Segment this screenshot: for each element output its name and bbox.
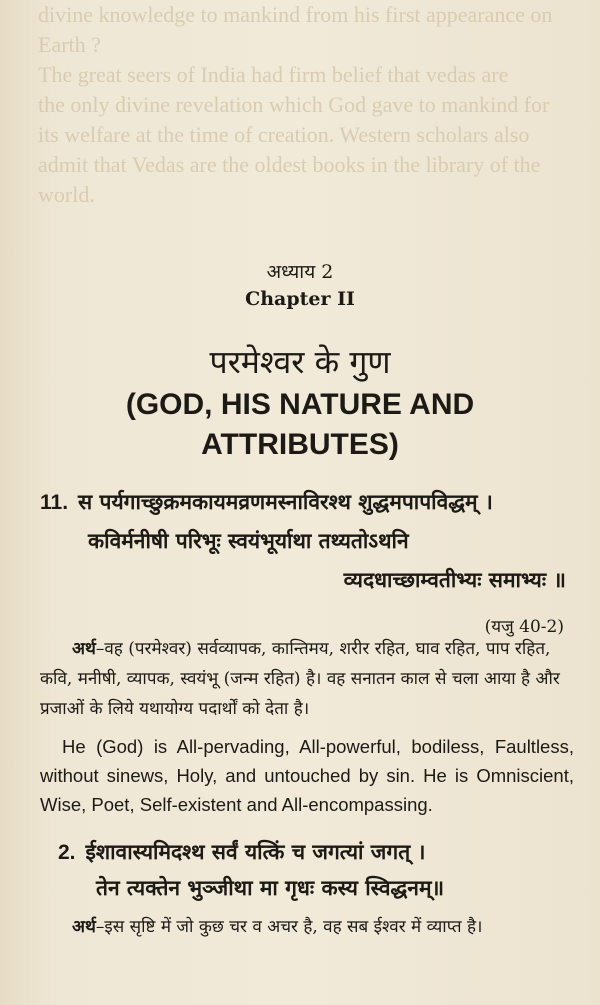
bleed-line: the only divine revelation which God gave to mankind for xyxy=(38,92,550,117)
meaning-label: अर्थ xyxy=(72,917,96,937)
chapter-title-english-line2: ATTRIBUTES) xyxy=(201,428,399,461)
verse1-meaning xyxy=(40,634,570,724)
verse1-line2: कविर्मनीषी परिभूः स्वयंभूर्याथा तथ्यतोऽथनि xyxy=(88,528,409,553)
verse1-line1-text: स पर्यगाच्छुक्रमकायमव्रणमस्नाविरश्थ शुद्धमपापविद्धम् । xyxy=(78,489,493,514)
verse1-reference: (यजु 40-2) xyxy=(484,617,564,637)
verse1-number: 11. xyxy=(40,491,69,514)
bleed-line: Earth ? xyxy=(38,32,101,57)
chapter-label-english: Chapter II xyxy=(245,288,355,310)
meaning-text: –इस सृष्टि में जो कुछ चर व अचर है, वह सब ईश्वर में व्याप्त है। xyxy=(95,917,483,937)
bleed-line: divine knowledge to mankind from his first appearance on xyxy=(38,2,553,27)
bleed-through-text xyxy=(38,0,578,240)
chapter-title-english-line1: (GOD, HIS NATURE AND xyxy=(125,388,475,421)
verse1-line3: व्यदधाच्छाम्वतीभ्यः समाभ्यः ॥ xyxy=(343,567,566,592)
verse2-line2: तेन त्यक्तेन भुञ्जीथा मा गृधः कस्य स्विद्धनम्॥ xyxy=(96,875,445,900)
verse1-english-translation: He (God) is All-pervading, All-powerful, bodiless, Faultless, without sinews, Holy, and untouched by sin. He is Omniscient, Wise, Poet, Self-existent and All-encompassing. xyxy=(40,736,574,815)
verse2-line1 xyxy=(58,838,425,866)
verse2-meaning xyxy=(40,912,570,942)
verse2-number: 2. xyxy=(58,841,76,864)
meaning-text: –वह (परमेश्वर) सर्वव्यापक, कान्तिमय, शरीर रहित, घाव रहित, पाप रहित, कवि, मनीषी, व्यापक, स्वयंभू (जन्म रहित) है। वह सनातन काल से चला आया है और प्रजाओं के लिये यथायोग्य पदार्थों को देता है। xyxy=(40,639,560,719)
chapter-title-hindi: परमेश्वर के गुण xyxy=(209,343,391,381)
chapter-label-hindi: अध्याय 2 xyxy=(266,261,334,283)
verse1-line1 xyxy=(40,488,493,516)
chapter-title-english xyxy=(0,385,600,465)
meaning-label: अर्थ xyxy=(72,639,96,659)
verse2-line1-text: ईशावास्यमिदश्थ सर्वं यत्किं च जगत्यां जगत् । xyxy=(85,839,426,864)
bleed-line: its welfare at the time of creation. Western scholars also xyxy=(38,122,530,147)
bleed-line: admit that Vedas are the oldest books in the library of the xyxy=(38,152,541,177)
bleed-line: world. xyxy=(38,182,95,207)
bleed-line: The great seers of India had firm belief that vedas are xyxy=(38,62,509,87)
